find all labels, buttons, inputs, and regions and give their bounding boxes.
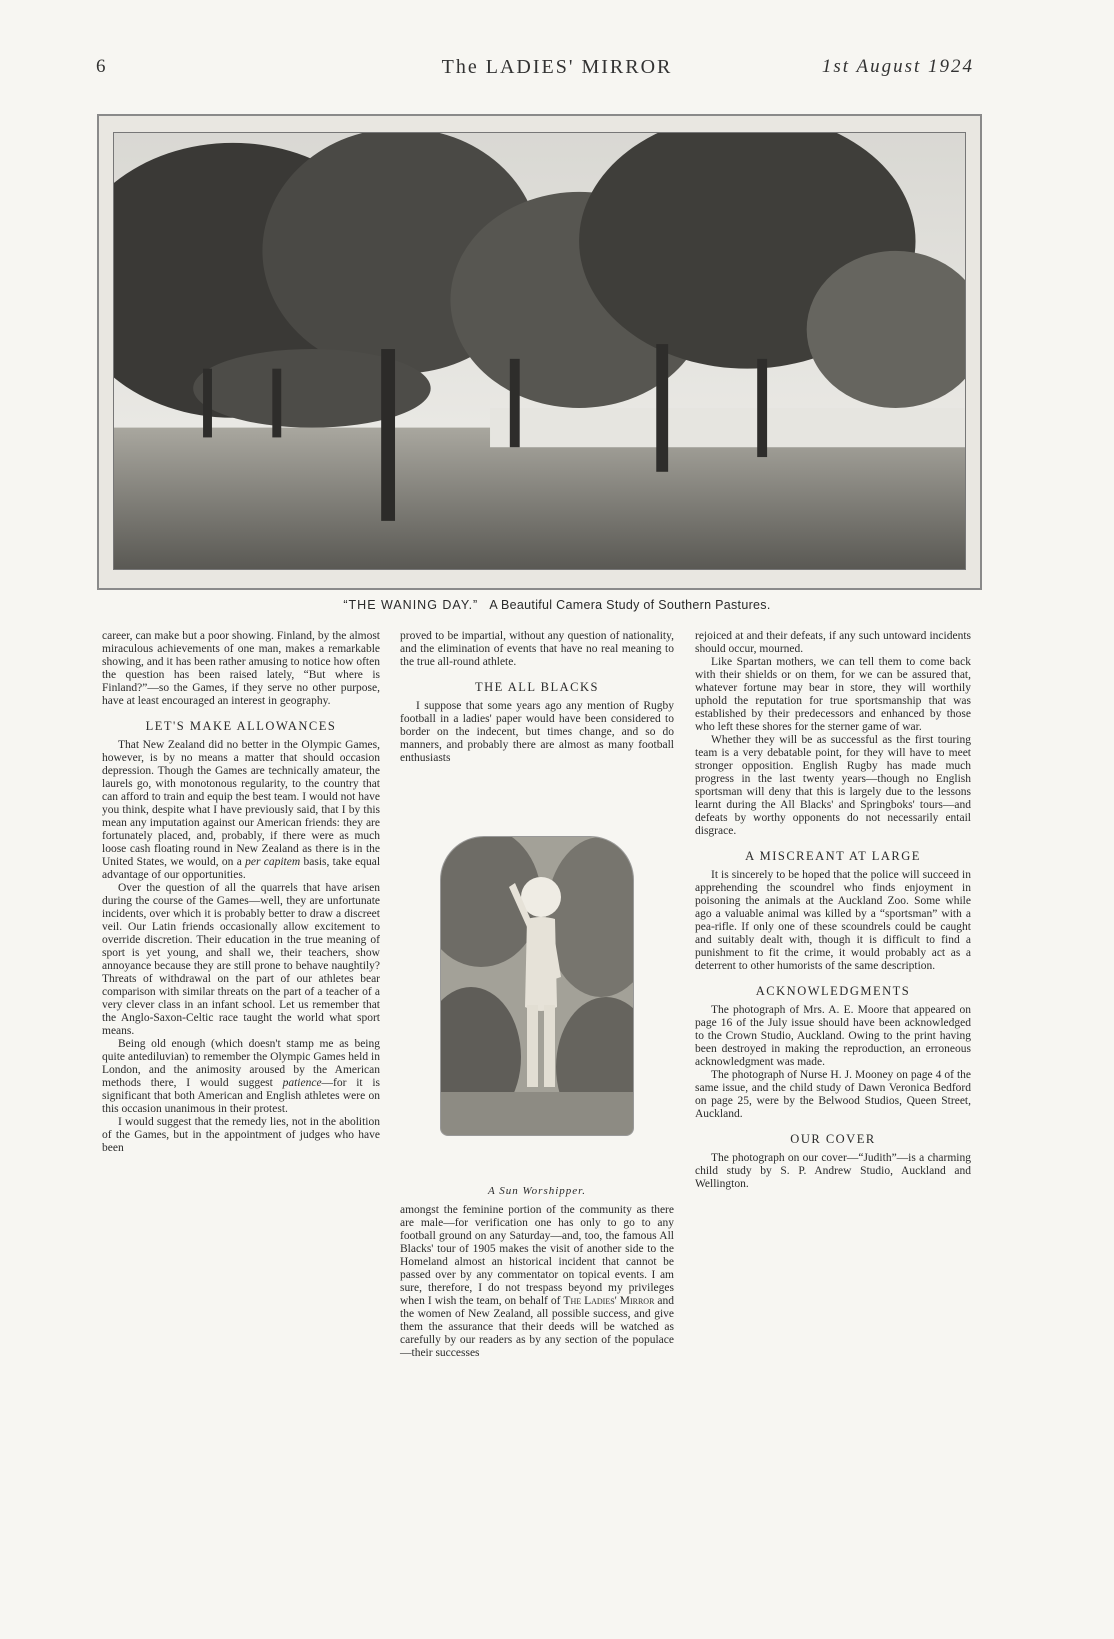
caption-title: “THE WANING DAY.”: [343, 598, 479, 612]
paragraph: Like Spartan mothers, we can tell them to come back with their shields or on them, for we can be assured that, whatever fortune may bear in store, they will worthily uphold the reputation for true sportsmanship that was established by their predecessors and enhanced by those who left these shores for the sterner game of war.: [695, 656, 971, 733]
paragraph: Being old enough (which doesn't stamp me as being quite antediluvian) to remember the Olympic Games held in London, and the animosity aroused by the American methods there, I would suggest patience—for it is significant that both American and English athletes were on this occasion unanimous in their protest.: [102, 1038, 380, 1115]
column-2: [400, 630, 674, 765]
caption-description: A Beautiful Camera Study of Southern Pastures.: [489, 598, 771, 612]
paragraph: The photograph on our cover—“Judith”—is a charming child study by S. P. Andrew Studio, Auckland and Wellington.: [695, 1152, 971, 1190]
section-heading: A MISCREANT AT LARGE: [745, 849, 921, 863]
column-1: [102, 630, 380, 1155]
paragraph: The photograph of Mrs. A. E. Moore that appeared on page 16 of the July issue should have been acknowledged to the Crown Studio, Auckland. Owing to the print having been destroyed in making the reproduction, an erroneous acknowledgment was made.: [695, 1004, 971, 1068]
child-in-garden-image: [441, 837, 633, 1135]
paragraph: That New Zealand did no better in the Olympic Games, however, is by no means a matter that should occasion depression. Though the Games are technically amateur, the laurels go, with monotonous regularity, to the country that can afford to train and equip the best team. I would not have you think, despite what I have previously said, that I by this mean any imputation against our American friends: they are fortunately placed, and, probably, if there were as much loose cash floating round in New Zealand as there is in the United States, we would, on a per capitem basis, take equal advantage of our opportunities.: [102, 739, 381, 881]
landscape-photo: [97, 114, 982, 590]
section-heading: LET'S MAKE ALLOWANCES: [145, 719, 337, 733]
trees-pasture-image: [114, 133, 965, 569]
paragraph: Whether they will be as successful as the first touring team is a very debatable point, for they will have to meet stronger opposition. English Rugby has made much progress in the last twenty years—though no English sportsman will deny that this is largely due to the lessons learnt during the All Blacks' and Springboks' tours—and defeats by worthy opponents do not necessarily entail disgrace.: [695, 734, 971, 837]
paragraph: I would suggest that the remedy lies, not in the abolition of the Games, but in the appointment of judges who have been: [102, 1116, 380, 1154]
paragraph: I suppose that some years ago any mention of Rugby football in a ladies' paper would have been considered to border on the indecent, but times change, and so do manners, and probably there are almost as many football enthusiasts: [400, 700, 674, 764]
column-2-continued: [400, 1204, 674, 1360]
section-heading: OUR COVER: [790, 1132, 876, 1146]
paragraph: rejoiced at and their defeats, if any such untoward incidents should occur, mourned.: [695, 630, 971, 655]
paragraph: The photograph of Nurse H. J. Mooney on page 4 of the same issue, and the child study of Dawn Veronica Bedford on page 25, were by the Belwood Studios, Queen Street, Auckland.: [695, 1069, 971, 1120]
italic-phrase: per capitem: [245, 856, 301, 868]
issue-date: 1st August 1924: [821, 56, 974, 77]
page-number: 6: [96, 56, 106, 77]
paragraph: proved to be impartial, without any question of nationality, and the elimination of events that have no real meaning to the true all-round athlete.: [400, 630, 674, 668]
magazine-name: The Ladies' Mirror: [563, 1295, 655, 1307]
column-3: [695, 630, 971, 1191]
figure-caption: A Sun Worshipper.: [488, 1185, 586, 1197]
section-heading: ACKNOWLEDGMENTS: [755, 984, 911, 998]
sun-worshipper-photo: [440, 836, 634, 1136]
paragraph: Over the question of all the quarrels that have arisen during the course of the Games—well, they are unfortunate incidents, over which it is probably better to draw a discreet veil. Our Latin friends occasionally allow excitement to override discretion. Their education in the true meaning of sport is yet young, and shall we, their teachers, show annoyance because they are still prone to behave naughtily? Threats of withdrawal on the part of our athletes bear comparison with similar threats on the part of a teacher of a very clever class in an infant school. Let us remember that the Anglo-Saxon-Celtic race taught the world what sport means.: [102, 882, 380, 1037]
paragraph: It is sincerely to be hoped that the police will succeed in apprehending the scoundrel who finds enjoyment in poisoning the animals at the Auckland Zoo. Some while ago a valuable animal was killed by a “sportsman” with a pea-rifle. If only one of these scoundrels could be caught and suitably dealt with, though it is difficult to find a punishment to fit the crime, it would probably act as a deterrent to other humorists of the same description.: [695, 869, 971, 972]
section-heading: THE ALL BLACKS: [474, 680, 599, 694]
photo-caption: [0, 598, 1114, 612]
italic-phrase: patience: [282, 1077, 322, 1089]
paragraph: amongst the feminine portion of the community as there are male—for verification one has only to go to any football ground on any Saturday—and, too, the famous All Blacks' tour of 1905 makes the visit of another side to the Homeland almost an historical incident that cannot be passed over by any commentator on topical events. I am sure, therefore, I do not trespass beyond my privileges when I wish the team, on behalf of The Ladies' Mirror and the women of New Zealand, all possible success, and give them the assurance that their deeds will be watched as carefully by our readers as by any section of the populace—their successes: [400, 1204, 674, 1359]
paragraph: career, can make but a poor showing. Finland, by the almost miraculous achievements of one man, makes a remarkable showing, and it has been rather amusing to notice how often the question has been raised lately, “But where is Finland?”—so the Games, if they serve no other purpose, have at least encouraged an interest in geography.: [102, 630, 380, 707]
magazine-title: The LADIES' MIRROR: [441, 56, 673, 78]
